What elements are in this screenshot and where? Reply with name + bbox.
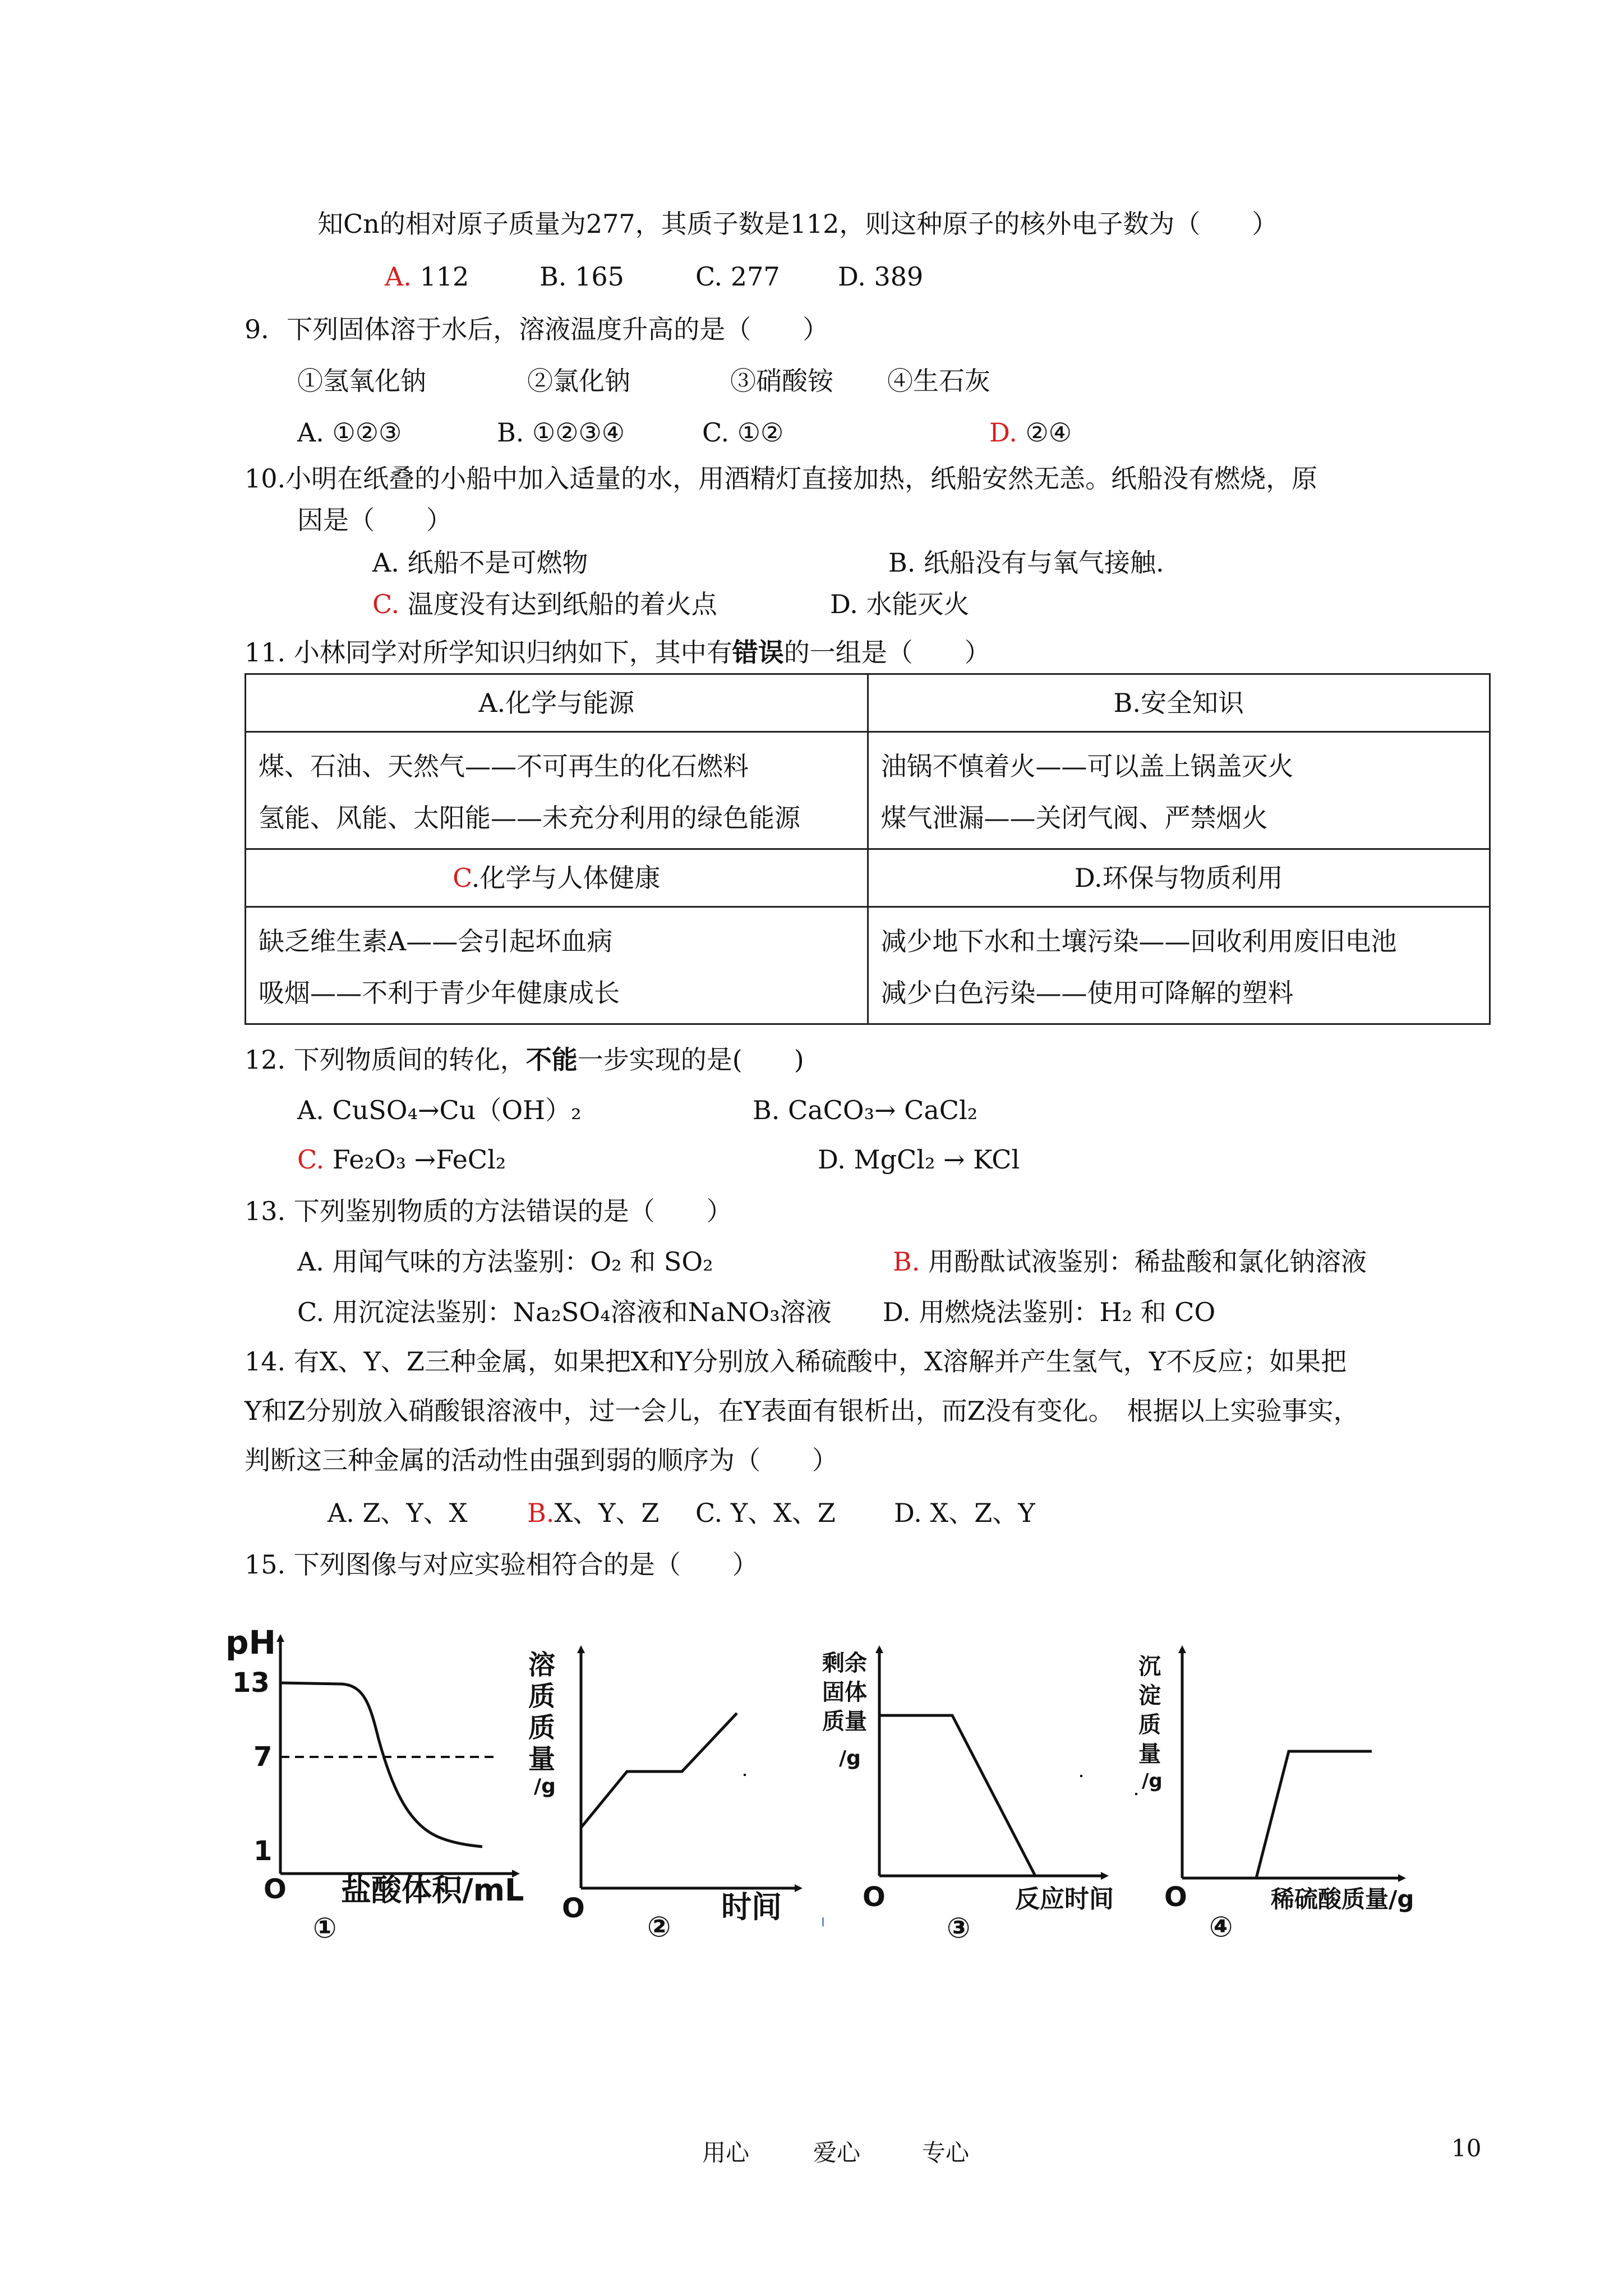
- graph-4: [1138, 1649, 1414, 1943]
- q11-c-line2: 吸烟——不利于青少年健康成长: [259, 978, 620, 1008]
- q11-stem: 11. 小林同学对所学知识归纳如下，其中有错误的一组是（ ）: [245, 637, 990, 668]
- graph-4-ylabel-1: 沉: [1138, 1654, 1161, 1680]
- footer-text-1: 用心: [702, 2139, 750, 2166]
- graph-1-tick-7: 7: [253, 1741, 273, 1773]
- q13-answer-letter: B.: [893, 1246, 920, 1277]
- q8-option-c: C. 277: [695, 261, 780, 292]
- q13-option-b: B. 用酚酞试液鉴别：稀盐酸和氯化钠溶液: [893, 1246, 1367, 1277]
- graph-2-curve: [581, 1713, 737, 1828]
- q11-answer-letter: C: [453, 863, 472, 893]
- graph-4-ylabel-5: /g: [1142, 1770, 1163, 1792]
- q14-line1: 14. 有X、Y、Z三种金属，如果把X和Y分别放入稀硫酸中，X溶解并产生氢气，Y不反应；如果把: [245, 1346, 1347, 1377]
- graph-3: [822, 1649, 1114, 1944]
- graph-1-curve: [280, 1683, 482, 1847]
- scan-dot: [1080, 1775, 1082, 1777]
- graph-2-ylabel-3: 质: [528, 1712, 556, 1743]
- q9-item-1: ①氢氧化钠: [297, 366, 426, 396]
- graph-4-xlabel: 稀硫酸质量/g: [1271, 1885, 1414, 1913]
- graph-4-ylabel-3: 质: [1138, 1712, 1161, 1738]
- q12-emphasis: 不能: [525, 1045, 578, 1075]
- q11-b-line1: 油锅不慎着火——可以盖上锅盖灭火: [880, 751, 1294, 781]
- graph-3-ylabel-4: /g: [839, 1747, 861, 1770]
- q11-cell-c-head: C.化学与人体健康: [246, 849, 868, 907]
- graph-1-ylabel: pH: [225, 1623, 276, 1662]
- graph-1-number: ①: [313, 1912, 337, 1944]
- q12-option-c: C. Fe₂O₃ →FeCl₂: [297, 1144, 506, 1175]
- graph-2: [528, 1649, 799, 1943]
- scan-dot: [744, 1774, 746, 1776]
- q12-option-d: D. MgCl₂ → KCl: [818, 1144, 1020, 1175]
- q14-option-d: D. X、Z、Y: [894, 1498, 1035, 1528]
- q9-item-2: ②氯化钠: [527, 366, 630, 396]
- graph-3-xlabel: 反应时间: [1015, 1885, 1114, 1913]
- q8-stem: 知Cn的相对原子质量为277，其质子数是112，则这种原子的核外电子数为（ ）: [317, 209, 1278, 239]
- q12-stem: 12. 下列物质间的转化，不能一步实现的是( ): [245, 1045, 804, 1075]
- graph-1-xlabel: 盐酸体积/mL: [341, 1872, 524, 1908]
- graph-4-origin: O: [1164, 1881, 1187, 1913]
- q8-option-b: B. 165: [540, 261, 624, 292]
- q8-answer-letter: A.: [385, 261, 412, 292]
- q12-answer-letter: C.: [297, 1144, 325, 1175]
- graph-3-ylabel-2: 固体: [822, 1680, 867, 1705]
- q11-c-line1: 缺乏维生素A——会引起坏血病: [259, 926, 613, 956]
- q13-option-a: A. 用闻气味的方法鉴别：O₂ 和 SO₂: [297, 1246, 713, 1277]
- q9-option-b: B. ①②③④: [497, 417, 625, 448]
- q10-stem-line2: 因是（ ）: [297, 505, 452, 535]
- q11-b-line2: 煤气泄漏——关闭气阀、严禁烟火: [880, 803, 1268, 833]
- graph-2-ylabel-4: 量: [528, 1743, 556, 1775]
- graph-2-ylabel-5: /g: [534, 1775, 556, 1798]
- footer-text-2: 爱心: [813, 2139, 861, 2166]
- graph-4-ylabel-4: 量: [1138, 1741, 1161, 1767]
- q11-a-line1: 煤、石油、天然气——不可再生的化石燃料: [259, 751, 749, 781]
- graph-3-ylabel-3: 质量: [822, 1709, 867, 1734]
- graph-2-origin: O: [562, 1893, 585, 1924]
- graph-1-tick-13: 13: [232, 1667, 270, 1699]
- graph-3-ylabel-1: 剩余: [822, 1650, 867, 1676]
- graph-1-origin: O: [264, 1874, 287, 1905]
- q10-option-d: D. 水能灭火: [830, 589, 970, 619]
- graph-2-xlabel: 时间: [721, 1889, 782, 1925]
- scan-dot: [1135, 1793, 1137, 1795]
- q11-cell-b-head: B.安全知识: [868, 674, 1490, 732]
- q8-option-d: D. 389: [838, 261, 924, 292]
- q14-option-c: C. Y、X、Z: [695, 1498, 836, 1528]
- q8-option-a: A. 112: [385, 261, 469, 292]
- q10-option-c: C. 温度没有达到纸船的着火点: [372, 589, 717, 619]
- q13-stem: 13. 下列鉴别物质的方法错误的是（ ）: [245, 1196, 732, 1226]
- q13-option-c: C. 用沉淀法鉴别：Na₂SO₄溶液和NaNO₃溶液: [297, 1297, 832, 1327]
- q9-option-d: D. ②④: [989, 417, 1072, 448]
- footer-text-3: 专心: [922, 2139, 970, 2166]
- q12-option-b: B. CaCO₃→ CaCl₂: [753, 1095, 978, 1125]
- q11-d-line2: 减少白色污染——使用可降解的塑料: [880, 978, 1294, 1008]
- q14-line2: Y和Z分别放入硝酸银溶液中，过一会儿，在Y表面有银析出，而Z没有变化。 根据以上实验事实，: [245, 1396, 1359, 1426]
- q9-option-c: C. ①②: [702, 417, 784, 448]
- q14-option-a: A. Z、Y、X: [328, 1498, 468, 1528]
- graph-4-ylabel-2: 淀: [1138, 1683, 1161, 1709]
- q9-item-4: ④生石灰: [887, 366, 990, 396]
- q14-answer-letter: B.: [527, 1498, 555, 1528]
- graph-2-number: ②: [647, 1911, 671, 1943]
- graph-3-origin: O: [863, 1881, 886, 1913]
- q14-line3: 判断这三种金属的活动性由强到弱的顺序为（ ）: [245, 1445, 838, 1475]
- graph-2-ylabel-2: 质: [528, 1681, 556, 1712]
- q13-option-d: D. 用燃烧法鉴别：H₂ 和 CO: [883, 1297, 1216, 1327]
- q14-option-b: B.X、Y、Z: [527, 1498, 660, 1528]
- q9-item-3: ③硝酸铵: [730, 366, 833, 396]
- graph-3-number: ③: [947, 1912, 971, 1944]
- q11-cell-a-head: A.化学与能源: [246, 674, 868, 732]
- q11-emphasis: 错误: [732, 637, 784, 668]
- q10-option-b: B. 纸船没有与氧气接触.: [888, 547, 1164, 578]
- q11-a-line2: 氢能、风能、太阳能——未充分利用的绿色能源: [259, 803, 800, 833]
- scan-dot: [822, 1917, 824, 1926]
- graph-4-curve: [1182, 1751, 1372, 1878]
- graph-1: [225, 1623, 524, 1944]
- q10-stem-line1: 10.小明在纸叠的小船中加入适量的水，用酒精灯直接加热，纸船安然无恙。纸船没有燃烧，原: [245, 463, 1318, 494]
- q10-option-a: A. 纸船不是可燃物: [372, 547, 588, 578]
- q9-stem: 9．下列固体溶于水后，溶液温度升高的是（ ）: [245, 314, 829, 344]
- q11-cell-d-head: D.环保与物质利用: [868, 849, 1490, 907]
- q9-answer-letter: D.: [989, 417, 1017, 448]
- graph-1-tick-1: 1: [253, 1835, 273, 1867]
- q10-answer-letter: C.: [372, 589, 400, 619]
- graph-3-curve: [879, 1715, 1035, 1876]
- q12-option-a: A. CuSO₄→Cu（OH）₂: [297, 1095, 582, 1125]
- graph-4-number: ④: [1209, 1911, 1233, 1943]
- page-number: 10: [1451, 2134, 1482, 2162]
- q11-d-line1: 减少地下水和土壤污染——回收利用废旧电池: [880, 926, 1397, 956]
- graph-2-ylabel-1: 溶: [528, 1649, 556, 1681]
- q9-option-a: A. ①②③: [297, 417, 402, 448]
- q15-stem: 15. 下列图像与对应实验相符合的是（ ）: [245, 1549, 758, 1580]
